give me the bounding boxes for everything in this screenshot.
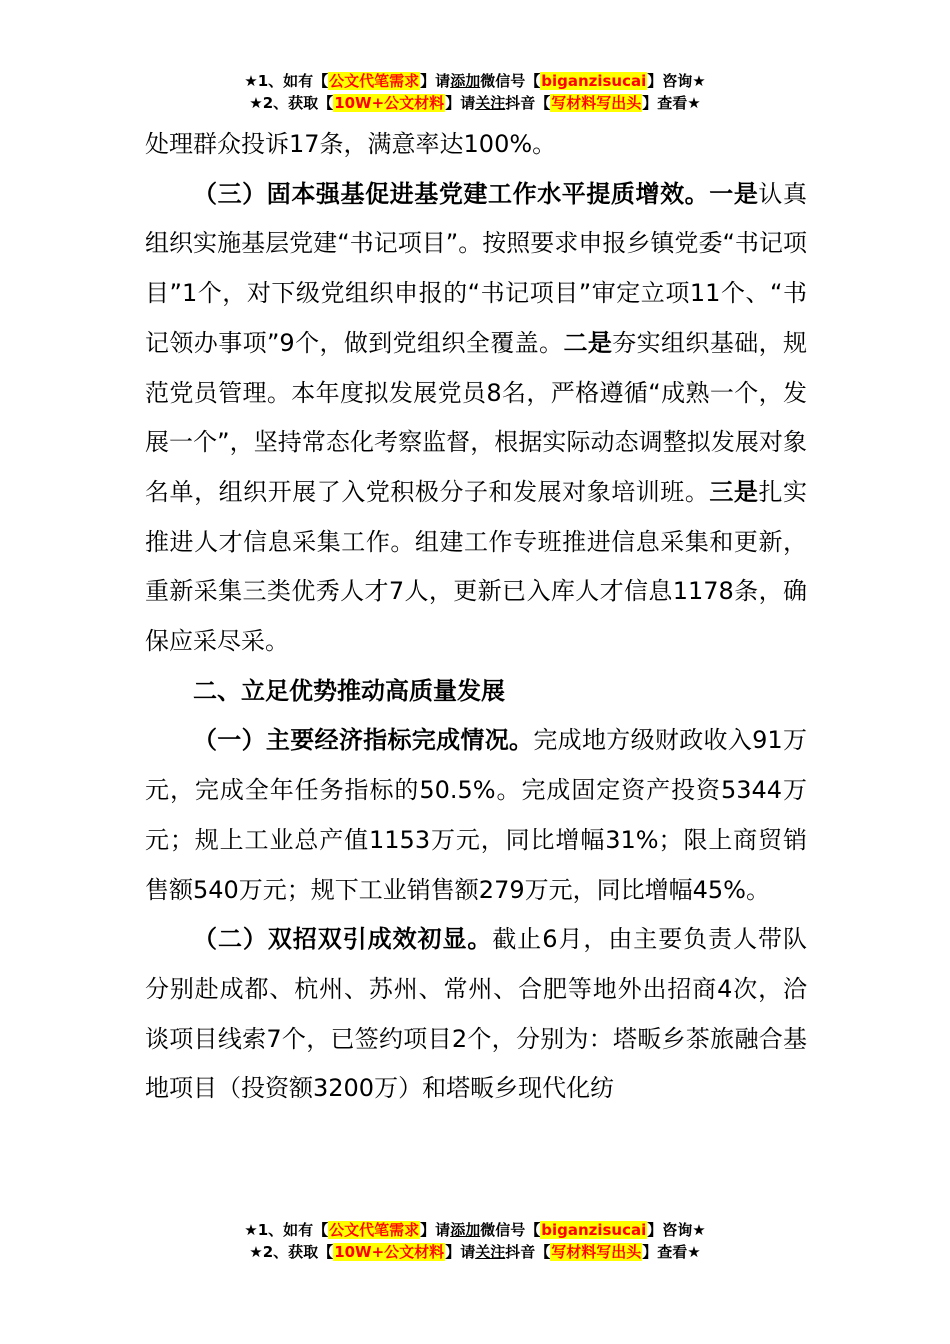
promo-text: ★2、获取【 xyxy=(249,94,334,112)
paragraph-text: 完成地方级财政收入91万元，完成全年任务指标的50.5%。完成固定资产投资5344万元；规上工业总产值1153万元，同比增幅31%；限上商贸销售额540万元；规下工业销售额279万元，同比增幅45%。 xyxy=(145,726,808,904)
promo-highlight: 10W+公文材料 xyxy=(334,94,445,112)
promo-line-1 xyxy=(0,1219,950,1241)
promo-highlight: 写材料写出头 xyxy=(551,94,642,112)
promo-text: 】咨询★ xyxy=(647,72,706,90)
promo-text: 】查看★ xyxy=(642,1243,701,1261)
promo-text: 抖音【 xyxy=(505,94,551,112)
point-marker-2: 二是 xyxy=(563,328,613,357)
paragraph-heading: （三）固本强基促进基党建工作水平提质增效。 xyxy=(193,179,710,208)
point-marker-3: 三是 xyxy=(709,477,759,506)
paragraph-text: 截止6月，由主要负责人带队分别赴成都、杭州、苏州、常州、合肥等地外出招商4次，洽谈项目线索7个，已签约项目2个，分别为：塔畈乡茶旅融合基地项目（投资额3200万）和塔畈乡现代化纺 xyxy=(145,925,807,1103)
promo-text: 】查看★ xyxy=(642,94,701,112)
promo-text: ★1、如有【 xyxy=(244,72,329,90)
promo-underline: 关注 xyxy=(475,1243,506,1261)
promo-highlight: 公文代笔需求 xyxy=(329,72,420,90)
point-marker-1: 一是 xyxy=(709,179,759,208)
point-text-3: 扎实推进人才信息采集工作。组建工作专班推进信息采集和更新，重新采集三类优秀人才7人，更新已入库人才信息1178条，确保应采尽采。 xyxy=(145,477,808,656)
promo-text: 抖音【 xyxy=(505,1243,551,1261)
promo-text: 微信号【 xyxy=(480,72,541,90)
promo-highlight: 10W+公文材料 xyxy=(334,1243,445,1261)
point-text-2: 夯实组织基础，规范党员管理。本年度拟发展党员8名，严格遵循“成熟一个，发展一个”，坚持常态化考察监督，根据实际动态调整拟发展对象名单，组织开展了入党积极分子和发展对象培训班。 xyxy=(145,328,808,506)
promo-line-2 xyxy=(0,92,950,114)
paragraph-heading: （一）主要经济指标完成情况。 xyxy=(193,726,534,755)
paragraph-investment xyxy=(145,915,807,1114)
promo-highlight: biganzisucai xyxy=(541,72,647,90)
promo-text: 微信号【 xyxy=(480,1221,541,1239)
promo-text: 】请 xyxy=(445,1243,476,1261)
promo-text: 】请 xyxy=(445,94,476,112)
section-heading-text: 二、立足优势推动高质量发展 xyxy=(193,676,505,705)
point-text-1: 认真组织实施基层党建“书记项目”。按照要求申报乡镇党委“书记项目”1个，对下级党组织申报的“书记项目”审定立项11个、“书记领办事项”9个，做到党组织全覆盖。 xyxy=(145,179,808,357)
promo-text: 】请 xyxy=(420,1221,451,1239)
promo-text: ★2、获取【 xyxy=(249,1243,334,1261)
promo-underline: 添加 xyxy=(450,72,481,90)
promo-underline: 添加 xyxy=(450,1221,481,1239)
promo-highlight: 写材料写出头 xyxy=(551,1243,642,1261)
paragraph-economic-indicators xyxy=(145,716,807,915)
promo-highlight: biganzisucai xyxy=(541,1221,647,1239)
promo-line-2 xyxy=(0,1241,950,1263)
section-heading xyxy=(145,667,807,717)
paragraph-complaints: 处理群众投诉17条，满意率达100%。 xyxy=(145,130,557,158)
document-body xyxy=(145,120,807,1114)
promo-underline: 关注 xyxy=(475,94,506,112)
promo-highlight: 公文代笔需求 xyxy=(329,1221,420,1239)
promo-banner-bottom xyxy=(0,1219,950,1263)
promo-text: 】请 xyxy=(420,72,451,90)
paragraph-party-building xyxy=(145,170,807,667)
promo-text: 】咨询★ xyxy=(647,1221,706,1239)
promo-banner-top xyxy=(0,70,950,114)
promo-line-1 xyxy=(0,70,950,92)
paragraph-heading: （二）双招双引成效初显。 xyxy=(193,925,493,954)
promo-text: ★1、如有【 xyxy=(244,1221,329,1239)
